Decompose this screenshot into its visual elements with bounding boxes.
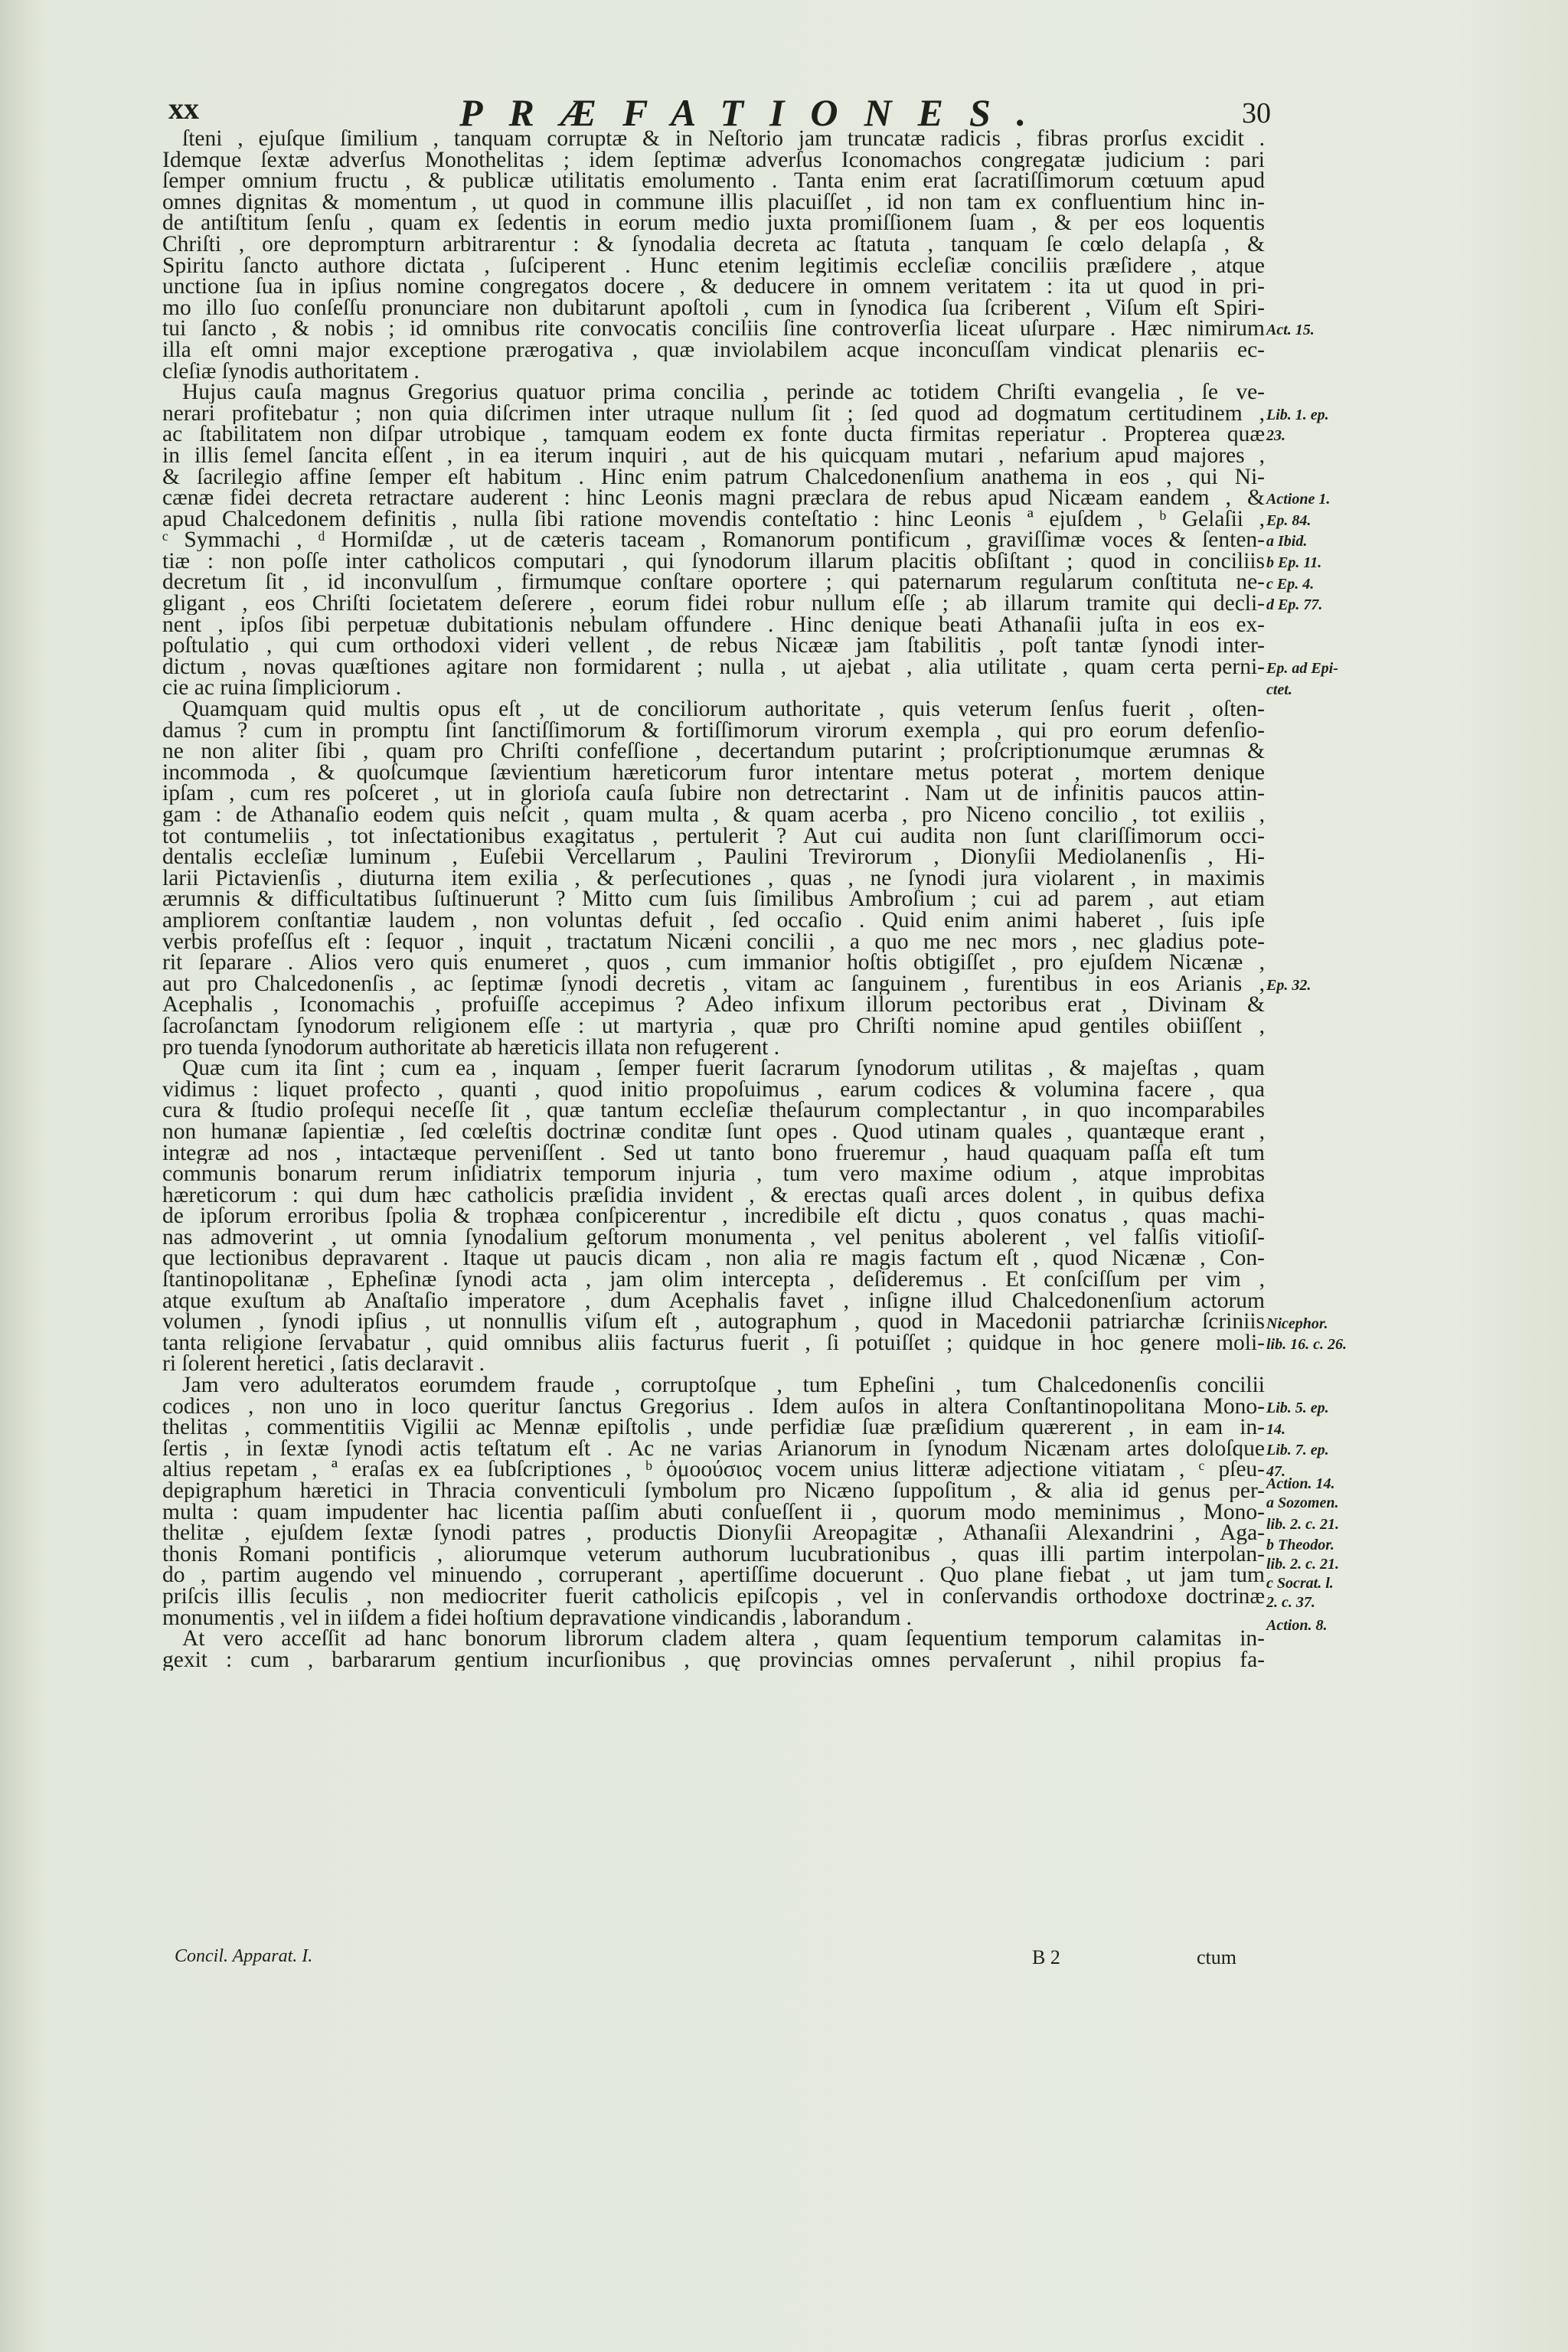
text-line: ac ſtabilitatem non diſpar utrobique , tamquam eodem ex fonte ducta firmitas reperiatur . Propterea quæ (162, 424, 1265, 446)
paragraph (162, 1375, 1265, 1628)
text-line: tui ſancto , & nobis ; id omnibus rite convocatis conciliis ſine controverſia liceat uſurpare . Hæc nimirum (162, 318, 1265, 340)
text-line: Spiritu ſancto authore dictata , ſuſciperent . Hunc etenim legitimis eccleſiæ conciliis præſidere , atque (162, 255, 1265, 277)
text-line: de ipſorum erroribus ſpolia & trophæa conſpicerentur , incredibile eſt dictu , quos conatus , quas machi- (162, 1206, 1265, 1227)
text-line: incommoda , & quoſcumque ſævientium hæreticorum furor intentare metus poterat , mortem denique (162, 762, 1265, 784)
text-line: tanta religione ſervabatur , quid omnibus aliis facturus fuerit , ſi potuiſſet ; quidque in hoc genere moli- (162, 1332, 1265, 1354)
margin-note: lib. 2. c. 21. (1266, 1515, 1339, 1533)
text-line: atque exuſtum ab Anaſtaſio imperatore , dum Acephalis favet , inſigne illud Chalcedonenſium actorum (162, 1290, 1265, 1312)
text-line: vidimus : liquet profecto , quanti , quod initio propoſuimus , earum codices & volumina facere , qua (162, 1079, 1265, 1101)
text-line: que lectionibus depravarent . Itaque ut paucis dicam , non alia re magis factum eſt , quod Nicænæ , Con- (162, 1248, 1265, 1270)
margin-note: Actione 1. (1266, 491, 1331, 508)
footer-title: Concil. Apparat. I. (175, 1946, 313, 1966)
text-line: nas admoverint , ut omnia ſynodalium geſtorum monumenta , vel penitus abolerent , vel falſis vitioſiſ- (162, 1227, 1265, 1249)
text-line: volumen , ſynodi ipſius , ut nonnullis viſum eſt , autographum , quod in Macedonii patriarchæ ſcriniis (162, 1312, 1265, 1333)
text-line: cænæ fidei decreta retractare auderent : hinc Leonis magni præclara de rebus apud Nicæam eandem , & (162, 488, 1265, 509)
margin-note: Nicephor. (1266, 1315, 1328, 1332)
margin-note: 2. c. 37. (1266, 1593, 1315, 1611)
text-line: Quæ cum ita ſint ; cum ea , inquam , ſemper fuerit ſacrarum ſynodorum utilitas , & majeſtas , quam (182, 1058, 1265, 1080)
margin-note: 14. (1266, 1420, 1285, 1438)
text-line: unctione ſua in ipſius nomine congregatos docere , & deducere in omnem veritatem : ita ut quod in pri- (162, 276, 1265, 298)
text-line: apud Chalcedonem definitis , nulla ſibi ratione movendis conteſtatio : hinc Leonis ª ejuſdem , ᵇ Gelaſii , (162, 508, 1265, 531)
text-line: mo illo ſuo conſeſſu pronunciare non dubitarunt apoſtoli , cum in ſynodica ſua ſcriberent , Viſum eſt Spiri- (162, 297, 1265, 319)
text-line: pro tuenda ſynodorum authoritate ab hæreticis illata non refugerent . (162, 1037, 780, 1059)
text-line: dictum , novas quæſtiones agitare non formidarent ; nulla , ut ajebat , alia utilitate , quam certa perni- (162, 656, 1265, 678)
paragraph (162, 1628, 1265, 1671)
margin-note: Lib. 5. ep. (1266, 1400, 1329, 1416)
margin-note: Ep. 32. (1266, 977, 1312, 994)
text-line: thonis Romani pontificis , aliorumque veterum authorum lucubrationibus , quas illi partim interpolan- (162, 1544, 1265, 1566)
paragraph (162, 699, 1265, 1058)
folio-mark: xx (168, 91, 199, 126)
text-line: omnes dignitas & momentum , ut quod in commune illis placuiſſet , id non tam ex confluentium hinc in- (162, 191, 1265, 214)
text-line: thelitæ , ejuſdem ſextæ ſynodi patres , productis Dionyſii Areopagitæ , Athanaſii Alexandrini , Aga- (162, 1523, 1265, 1544)
signature-mark: B 2 (1032, 1946, 1060, 1968)
text-line: multa : quam impudenter hac licentia paſſim abuti conſueſſent ii , quorum modo meminimus , Mono- (162, 1501, 1265, 1524)
text-line: nent , ipſos ſibi perpetuæ dubitationis nebulam offundere . Hinc denique beati Athanaſii juſta in eos ex- (162, 614, 1265, 636)
text-line: ærumnis & difficultatibus ſuſtinuerunt ? Mitto cum ſuis ſimilibus Ambroſium ; cui ad parem , aut etiam (162, 889, 1265, 910)
text-line: do , partim augendo vel minuendo , corruperant , apertiſſime docuerunt . Quo plane fiebat , ut jam tum (162, 1565, 1265, 1586)
text-line: ſemper omnium fructu , & publicæ utilitatis emolumento . Tanta enim erat ſacratiſſimorum cœtuum apud (162, 171, 1265, 192)
text-line: cura & ſtudio proſequi neceſſe ſit , quæ tantum eccleſiæ theſaurum complectantur , in quo incomparabiles (162, 1100, 1265, 1122)
margin-note: 23. (1266, 427, 1285, 445)
text-line: codices , non uno in loco queritur ſanctus Gregorius . Idem auſos in altera Conſtantinopolitana Mono- (162, 1396, 1265, 1418)
margin-note: b Theodor. (1266, 1537, 1334, 1554)
body-text (162, 129, 1347, 1671)
margin-note: ctet. (1266, 681, 1292, 698)
text-line: gexit : cum , barbararum gentium incurſionibus , quę provincias omnes pervaſerunt , nihil propius fa- (162, 1649, 1265, 1671)
text-line: ᶜ Symmachi , ᵈ Hormiſdæ , ut de cæteris taceam , Romanorum pontificum , graviſſimæ voces & ſenten- (162, 530, 1265, 551)
text-line: Idemque ſextæ adverſus Monothelitas ; idem ſeptimæ adverſus Iconomachos congregatæ judicium : pari (162, 149, 1265, 172)
text-line: nerari profitebatur ; non quia diſcrimen inter utraque nullum ſit ; ſed quod ad dogmatum certitudinem , (162, 403, 1265, 425)
text-line: Jam vero adulteratos eorumdem fraude , corruptoſque , tum Epheſini , tum Chalcedonenſis concilii (182, 1375, 1265, 1396)
text-line: poſtulatio , qui cum orthodoxi videri vellent , de rebus Nicææ jam ſtabilitis , poſt tantæ ſynodi inter- (162, 635, 1265, 657)
margin-note: Lib. 7. ep. (1266, 1442, 1329, 1459)
page-number: 30 (1242, 97, 1271, 129)
text-line: thelitas , commentitiis Vigilii ac Mennæ epiſtolis , unde perfidiæ ſuæ præſidium quærerent , in eam in- (162, 1417, 1265, 1439)
margin-note: a Sozomen. (1266, 1494, 1339, 1512)
text-line: non humanæ ſapientiæ , ſed cœleſtis doctrinæ conditæ ſunt opes . Quod utinam quales , quantæque erant , (162, 1121, 1265, 1143)
text-line: communis bonarum rerum inſidiatrix temporum injuria , tum vero maxime odium , atque improbitas (162, 1164, 1265, 1185)
text-line: aut pro Chalcedonenſis , ac ſeptimæ ſynodi decretis , vitam ac ſanguinem , furentibus in eos Arianis , (162, 973, 1265, 995)
text-line: gam : de Athanaſio eodem quis neſcit , quam multa , & quam acerba , pro Niceno concilio , tot exiliis , (162, 805, 1265, 826)
margin-note: Act. 15. (1266, 322, 1315, 339)
text-line: ſtantinopolitanæ , Epheſinæ ſynodi acta , jam olim intercepta , deſideremus . Et conſciſſum per vim , (162, 1269, 1265, 1291)
text-line: integræ ad nos , intactæque perveniſſent . Sed ut tanto bono frueremur , haud quaquam paſſa eſt tum (162, 1142, 1265, 1165)
margin-note: c Ep. 4. (1266, 575, 1315, 593)
text-line: Hujus cauſa magnus Gregorius quatuor prima concilia , perinde ac totidem Chriſti evangelia , ſe ve- (182, 382, 1265, 403)
text-line: tiæ : non poſſe inter catholicos computari , qui ſynodorum illarum placitis obſiſtant ; quod in conciliis (162, 550, 1265, 573)
text-line: in illis ſemel ſancita eſſent , in ea iterum inquiri , aut de his quicquam mutari , nefarium apud majores , (162, 445, 1265, 467)
catchword: ctum (1197, 1946, 1236, 1968)
text-line: ne non aliter ſibi , quam pro Chriſti confeſſione , decertandum putarint ; proſcriptionumque ærumnas & (162, 741, 1265, 763)
text-line: verbis profeſſus eſt : ſequor , inquit , tractatum Nicæni concilii , a quo me nec mors , nec gladius pote- (162, 931, 1265, 953)
margin-note: Ep. 84. (1266, 511, 1312, 529)
paragraph (162, 382, 1265, 699)
text-line: ampliorem conſtantiæ laudem , non voluntas defuit , ſed occaſio . Quid enim animi haberet , ſuis ipſe (162, 910, 1265, 932)
text-line: ſteni , ejuſque ſimilium , tanquam corruptæ & in Neſtorio jam truncatæ radicis , fibras prorſus excidit . (182, 129, 1265, 150)
text-line: ipſam , cum res poſceret , ut in glorioſa cauſa ſubire non detrectarint . Nam ut de infinitis paucos attin- (162, 783, 1265, 805)
text-line: cleſiæ ſynodis authoritatem . (162, 361, 420, 383)
paragraph (162, 129, 1265, 382)
text-line: depigraphum hæretici in Thracia conventiculi ſymbolum pro Nicæno ſuppoſitum , & alia id genus per- (162, 1481, 1265, 1502)
margin-note: 47. (1266, 1462, 1285, 1480)
text-line: ſertis , in ſextæ ſynodi actis teſtatum eſt . Ac ne varias Arianorum in ſynodum Nicænam artes doloſque (162, 1438, 1265, 1460)
margin-note: Action. 14. (1266, 1475, 1335, 1493)
text-line: altius repetam , ª eraſas ex ea ſubſcriptiones , ᵇ ὁμοούσιος vocem unius litteræ adjectione vitiatam , ᶜ pſeu- (162, 1459, 1265, 1481)
text-line: Quamquam quid multis opus eſt , ut de conciliorum authoritate , quis veterum ſenſus fuerit , oſten- (182, 699, 1265, 720)
margin-note: c Socrat. l. (1266, 1575, 1334, 1592)
margin-note: lib. 16. c. 26. (1266, 1336, 1347, 1354)
text-line: larii Pictavienſis , diuturna item exilia , & perſecutiones , quas , ne ſynodi jura violarent , in maximis (162, 867, 1265, 890)
text-line: decretum ſit , id inconvulſum , firmumque conſtare oportere ; qui paternarum regularum conſtituta ne- (162, 572, 1265, 594)
text-line: cie ac ruina ſimpliciorum . (162, 678, 402, 700)
margin-note: Ep. ad Epi- (1266, 660, 1338, 677)
text-line: & ſacrilegio affine ſemper eſt habitum . Hinc enim patrum Chalcedonenſium anathema in eos , qui Ni- (162, 466, 1265, 488)
text-line: rit ſeparare . Alios vero quis enumeret , quos , cum immanior hoſtis obtigiſſet , pro ejuſdem Nicænæ , (162, 952, 1265, 974)
text-line: gligant , eos Chriſti ſocietatem deſerere , eorum fidei robur nullum eſſe ; ab illarum tramite qui decli- (162, 593, 1265, 615)
margin-note: b Ep. 11. (1266, 554, 1322, 571)
margin-note: lib. 2. c. 21. (1266, 1556, 1339, 1573)
text-line: Chriſti , ore deprompturn arbitrarentur : & ſynodalia decreta ac ſtatuta , tanquam ſe cœlo delapſa , & (162, 234, 1265, 256)
text-line: ri ſolerent heretici , ſatis declaravit . (162, 1354, 485, 1376)
margin-note: Lib. 1. ep. (1266, 406, 1329, 423)
paragraph (162, 1058, 1265, 1375)
text-line: At vero acceſſit ad hanc bonorum librorum cladem altera , quam ſequentium temporum calamitas in- (182, 1628, 1265, 1650)
text-line: priſcis illis ſeculis , non mediocriter fuerit catholicis epiſcopis , vel in conſervandis orthodoxe doctrinæ (162, 1586, 1265, 1608)
page-title: PRÆFATIONES. (459, 91, 1053, 134)
margin-note: Action. 8. (1266, 1617, 1328, 1635)
text-line: ſacroſanctam ſynodorum religionem eſſe : ut martyria , quæ pro Chriſti nomine apud gentiles obiiſſent , (162, 1015, 1265, 1037)
text-line: illa eſt omni major exceptione prærogativa , quæ inviolabilem acque inconcuſſam vindicat plenariis ec- (162, 339, 1265, 361)
text-line: tot contumeliis , tot inſectationibus exagitatus , pertulerit ? Aut cui audita non ſunt clariſſimorum occi- (162, 825, 1265, 848)
text-line: de antiſtitum ſenſu , quam ex ſedentis in eorum medio juxta promiſſionem ſuam , & per eos loquentis (162, 213, 1265, 234)
text-line: damus ? cum in promptu ſint ſanctiſſimorum & fortiſſimorum virorum exempla , qui pro eorum defenſio- (162, 720, 1265, 742)
margin-note: a Ibid. (1266, 533, 1308, 550)
margin-note: d Ep. 77. (1266, 596, 1323, 614)
text-line: Acephalis , Iconomachis , profuiſſe accepimus ? Adeo infixum illorum pectoribus erat , Divinam & (162, 995, 1265, 1016)
text-line: dentalis eccleſiæ luminum , Euſebii Vercellarum , Paulini Trevirorum , Dionyſii Mediolanenſis , Hi- (162, 847, 1265, 868)
text-line: hæreticorum : qui dum hæc catholicis præſidia invident , & erectas quaſi arces dolent , in quibus defixa (162, 1184, 1265, 1207)
page-footer (175, 1946, 1277, 1977)
text-line: monumentis , vel in iiſdem a fidei hoſtium depravatione vindicandis , laborandum . (162, 1607, 913, 1629)
